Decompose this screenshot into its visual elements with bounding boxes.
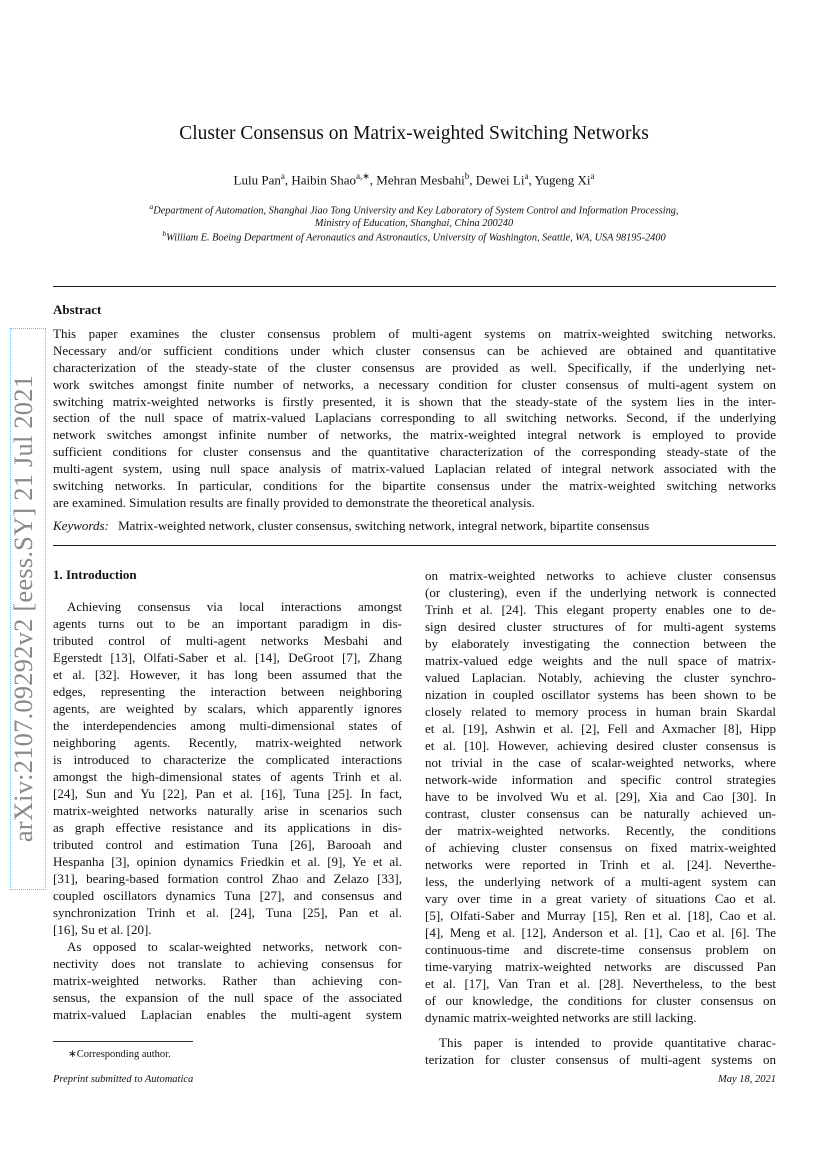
- text-line: This paper examines the cluster consensus problem of multi-agent systems on matrix-weighted switching networks.: [53, 326, 776, 341]
- text-line: valued Laplacian. Notably, achieving the cluster synchro-: [425, 670, 776, 685]
- text-line: nization in coupled oscillator systems has been shown to be: [425, 687, 776, 702]
- text-line: terization for cluster consensus of multi-agent systems on: [425, 1052, 776, 1067]
- affiliation-a: $^a$Department of Automation, Shanghai Jiao Tong University and Key Laboratory of System Control and Information Processing, Ministry of Education, Shanghai, China 200240: [149, 202, 679, 230]
- text-line: not trivial in the case of scalar-weighted networks, where: [425, 755, 776, 770]
- author-name: Dewei Li: [475, 172, 525, 188]
- text-line: section of the null space of matrix-valued Laplacians corresponding to all switching networks. Second, if the underlying: [53, 410, 776, 426]
- keywords-text: Matrix-weighted network, cluster consensus, switching network, integral network, bipartite consensus: [118, 518, 650, 533]
- footnote: ∗Corresponding author.: [68, 1049, 171, 1060]
- text-line: This paper is intended to provide quantitative charac-: [439, 1035, 776, 1050]
- text-line: multi-agent system, using null space analysis of matrix-valued Laplacian related of integral network associated with the: [53, 461, 776, 477]
- text-line: switching networks. In particular, conditions for the bipartite consensus under the matrix-weighted switching networks: [53, 478, 776, 494]
- text-line: Egerstedt [13], Olfati-Saber et al. [14], DeGroot [7], Zhang: [53, 650, 402, 665]
- text-line: sufficient conditions for cluster consensus and the quantitative characterization of the corresponding steady-state of the: [53, 444, 776, 460]
- text-line: matrix-weighted networks naturally arise in scenarios such: [53, 803, 402, 818]
- text-line: As opposed to scalar-weighted networks, network con-: [67, 939, 402, 954]
- text-line: agents turns out to be an important paradigm in dis-: [53, 616, 402, 631]
- text-line: et al. [32]. However, it has long been assumed that the: [53, 667, 402, 682]
- keywords: [53, 518, 776, 534]
- text-line: of our knowledge, the conditions for cluster consensus on: [425, 993, 776, 1008]
- author-name: Lulu Pan: [233, 172, 281, 188]
- text-line: matrix-valued edge weights and the null space of matrix-: [425, 653, 776, 668]
- text-line: (or clustering), even if the underlying network is connected: [425, 585, 776, 600]
- text-line: matrix-weighted networks. Rather than achieving con-: [53, 973, 402, 988]
- text-line: [31], bearing-based formation control Zhao and Zelazo [33],: [53, 871, 402, 886]
- paragraph-gap: [425, 1026, 776, 1034]
- text-line: tributed control of multi-agent networks Mesbahi and: [53, 633, 402, 648]
- text-line: sign desired cluster structures of for multi-agent systems: [425, 619, 776, 634]
- text-line: agents, are weighted by scalars, which apparently ignores: [53, 701, 402, 716]
- text-line: coupled oscillators dynamics Tuna [27], and consensus and: [53, 888, 402, 903]
- left-column: [53, 598, 402, 1023]
- text-line: sensus, the expansion of the null space of the associated: [53, 990, 402, 1005]
- author-affiliation-mark: a: [590, 171, 595, 181]
- footer-submission: Preprint submitted to Automatica: [53, 1074, 194, 1085]
- arxiv-id-stamp: arXiv:2107.09292v2 [eess.SY] 21 Jul 2021: [8, 374, 39, 842]
- text-line: as graph effective resistance and its applications in dis-: [53, 820, 402, 835]
- text-line: edges, representing the interaction between neighboring: [53, 684, 402, 699]
- text-line: closely related to memory process in human brain Skardal: [425, 704, 776, 719]
- text-line: is introduced to characterize the complicated interactions: [53, 752, 402, 767]
- author-affiliation-mark: a: [280, 171, 285, 181]
- text-line: less, the underlying network of a multi-agent system can: [425, 874, 776, 889]
- text-line: of achieving cluster consensus on fixed matrix-weighted: [425, 840, 776, 855]
- text-line: synchronization Trinh et al. [24], Tuna [25], Pan et al.: [53, 905, 402, 920]
- right-column: [425, 567, 776, 1068]
- text-line: the interdependencies among multi-dimensional states of: [53, 718, 402, 733]
- text-line: contrast, cluster consensus can be naturally achieved un-: [425, 806, 776, 821]
- text-line: characterization of the steady-state of the cluster consensus are provided as well. Specifically, if the underlying net-: [53, 359, 776, 375]
- text-line: et al. [17], Van Tran et al. [28]. Nevertheless, to the best: [425, 976, 776, 991]
- text-line: Achieving consensus via local interactions amongst: [67, 599, 402, 614]
- text-line: work switches amongst finite number of networks, a necessary condition for cluster consensus of multi-agent system on: [53, 376, 776, 392]
- text-line: [24], Sun and Yu [22], Pan et al. [16], Tuna [25]. In fact,: [53, 786, 402, 801]
- text-line: vary over time in a great variety of situations Cao et al.: [425, 891, 776, 906]
- text-line: networks were reported in Trinh et al. [24]. Neverthe-: [425, 857, 776, 872]
- author-name: Mehran Mesbahi: [376, 172, 465, 188]
- footnote-rule: [53, 1041, 193, 1042]
- keywords-label: Keywords:: [53, 518, 109, 533]
- affiliation-b: $^b$William E. Boeing Department of Aeronautics and Astronautics, University of Washington, Seattle, WA, USA 98195-2400: [162, 229, 666, 244]
- text-line: Hespanha [3], opinion dynamics Friedkin et al. [9], Ye et al.: [53, 854, 402, 869]
- abstract-heading: Abstract: [53, 302, 102, 317]
- text-line: time-varying matrix-weighted networks are discussed Pan: [425, 959, 776, 974]
- text-line: nectivity does not translate to achieving consensus for: [53, 956, 402, 971]
- abstract-body: [53, 326, 776, 512]
- author-name: Yugeng Xi: [534, 172, 591, 188]
- text-line: [4], Meng et al. [12], Anderson et al. [1], Cao et al. [6]. The: [425, 925, 776, 940]
- text-line: tributed control and estimation Tuna [26], Barooah and: [53, 837, 402, 852]
- top-rule: [53, 286, 776, 287]
- text-line: matrix-valued Laplacian enables the multi-agent system: [53, 1007, 402, 1022]
- text-line: have to be involved Wu et al. [29], Xia and Cao [30]. In: [425, 789, 776, 804]
- text-line: [16], Su et al. [20].: [53, 922, 152, 937]
- author-list: Lulu Pan$^a$, Haibin Shao$^{a,∗}$, Mehran Mesbahi$^b$, Dewei Li$^a$, Yugeng Xi$^a$: [233, 171, 595, 188]
- paper-title: Cluster Consensus on Matrix-weighted Switching Networks: [179, 123, 649, 144]
- text-line: neighboring agents. Recently, matrix-weighted network: [53, 735, 402, 750]
- footer-date: May 18, 2021: [717, 1074, 776, 1085]
- author-affiliation-mark: a: [524, 171, 529, 181]
- text-line: amongst the high-dimensional states of agents Trinh et al.: [53, 769, 402, 784]
- text-line: dynamic matrix-weighted networks are still lacking.: [425, 1010, 697, 1025]
- author-name: Haibin Shao: [291, 172, 356, 188]
- text-line: et al. [19], Ashwin et al. [2], Fell and Axmacher [8], Hipp: [425, 721, 776, 736]
- text-line: Trinh et al. [24]. This elegant property enables one to de-: [425, 602, 776, 617]
- text-line: by elaborately investigating the connection between the: [425, 636, 776, 651]
- bottom-rule: [53, 545, 776, 546]
- text-line: continuous-time and discrete-time consensus problem on: [425, 942, 776, 957]
- text-line: Necessary and/or sufficient conditions under which cluster consensus can be achieved are obtained and quantitative: [53, 342, 776, 358]
- text-line: network-wide information and specific control strategies: [425, 772, 776, 787]
- text-line: on matrix-weighted networks to achieve cluster consensus: [425, 568, 776, 583]
- text-line: [5], Olfati-Saber and Murray [15], Ren et al. [18], Cao et al.: [425, 908, 776, 923]
- section-heading: 1. Introduction: [53, 567, 137, 582]
- text-line: switching matrix-weighted networks is firstly presented, it is shown that the steady-state of the system lies in the inter-: [53, 393, 776, 409]
- text-line: are examined. Simulation results are finally provided to demonstrate the theoretical analysis.: [53, 494, 535, 510]
- author-affiliation-mark: b: [464, 171, 470, 181]
- text-line: network switches amongst infinite number of networks, the matrix-weighted integral network is employed to provide: [53, 427, 776, 443]
- text-line: der matrix-weighted networks. Recently, the conditions: [425, 823, 776, 838]
- text-line: et al. [10]. However, achieving desired cluster consensus is: [425, 738, 776, 753]
- author-affiliation-mark: a,∗: [355, 171, 370, 181]
